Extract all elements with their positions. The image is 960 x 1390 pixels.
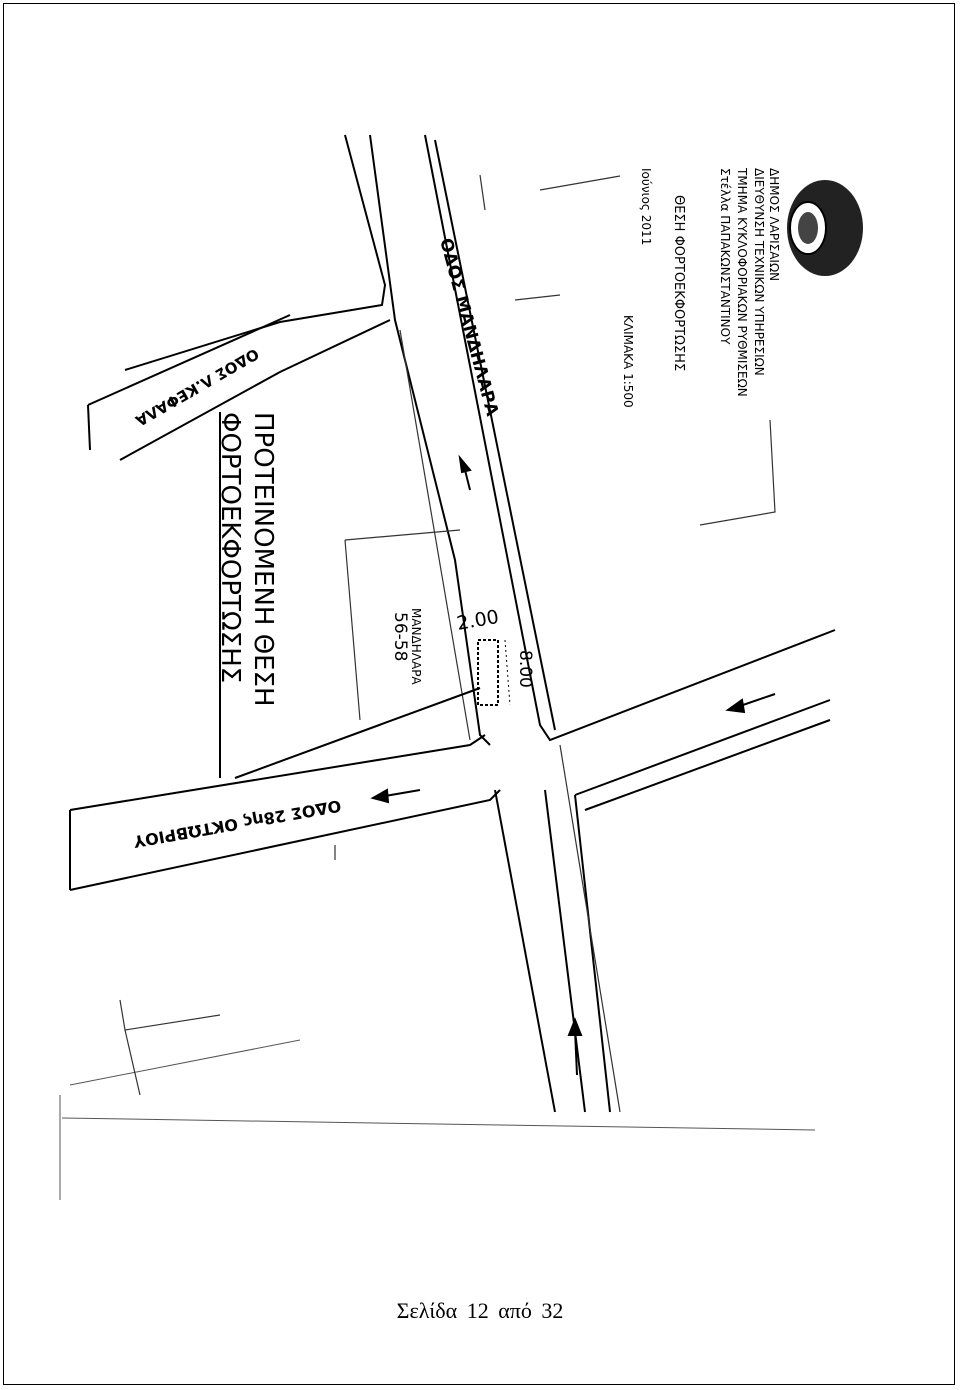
subject-title: ΘΕΣΗ ΦΟΡΤΟΕΚΦΟΡΤΩΣΗΣ (671, 195, 686, 372)
address-number: 56-58 (390, 612, 410, 662)
street-label-oktovriou: ΟΔΟΣ 28ης ΟΚΤΩΒΡΙΟΥ (132, 796, 343, 852)
header-line-1: ΔΗΜΟΣ ΛΑΡΙΣΑΙΩΝ (767, 168, 781, 282)
dimension-length: 8.00 (515, 650, 535, 688)
street-label-kefala: ΟΔΟΣ Λ.ΚΕΦΑΛΑ (132, 344, 262, 430)
header-line-3: ΤΜΗΜΑ ΚΥΚΛΟΦΟΡΙΑΚΩΝ ΡΥΘΜΙΣΕΩΝ (735, 168, 749, 397)
page-footer (0, 1298, 960, 1324)
dimension-line (505, 640, 510, 705)
proposal-line-2: ΦΟΡΤΟΕΚΦΟΡΤΩΣΗΣ (215, 412, 245, 684)
footer-page: 12 (466, 1298, 489, 1323)
header-block (621, 167, 781, 408)
address-street: ΜΑΝΔΗΛΑΡΑ (409, 608, 423, 685)
footer-total: 32 (541, 1298, 564, 1323)
header-line-4: Στέλλα ΠΑΠΑΚΩΝΣΤΑΝΤΙΝΟΥ (718, 168, 732, 345)
dimension-width: 2.00 (455, 605, 501, 635)
municipal-seal-icon (787, 180, 863, 276)
street-label-mandilara: ΟΔΟΣ ΜΑΝΔΗΛΑΡΑ (435, 236, 502, 419)
drawing-scale: ΚΛΙΜΑΚΑ 1:500 (621, 315, 635, 408)
proposal-line-1: ΠΡΟΤΕΙΝΟΜΕΝΗ ΘΕΣΗ (248, 412, 278, 707)
traffic-direction-arrow-icon (373, 458, 775, 1075)
loading-bay-outline (478, 640, 498, 705)
footer-sep: από (498, 1298, 532, 1323)
drawing-date: Ιούνιος 2011 (639, 168, 653, 246)
drawing-frame (60, 1040, 815, 1200)
footer-prefix: Σελίδα (396, 1298, 458, 1323)
header-line-2: ΔΙΕΥΘΥΝΣΗ ΤΕΧΝΙΚΩΝ ΥΠΗΡΕΣΙΩΝ (752, 168, 766, 376)
